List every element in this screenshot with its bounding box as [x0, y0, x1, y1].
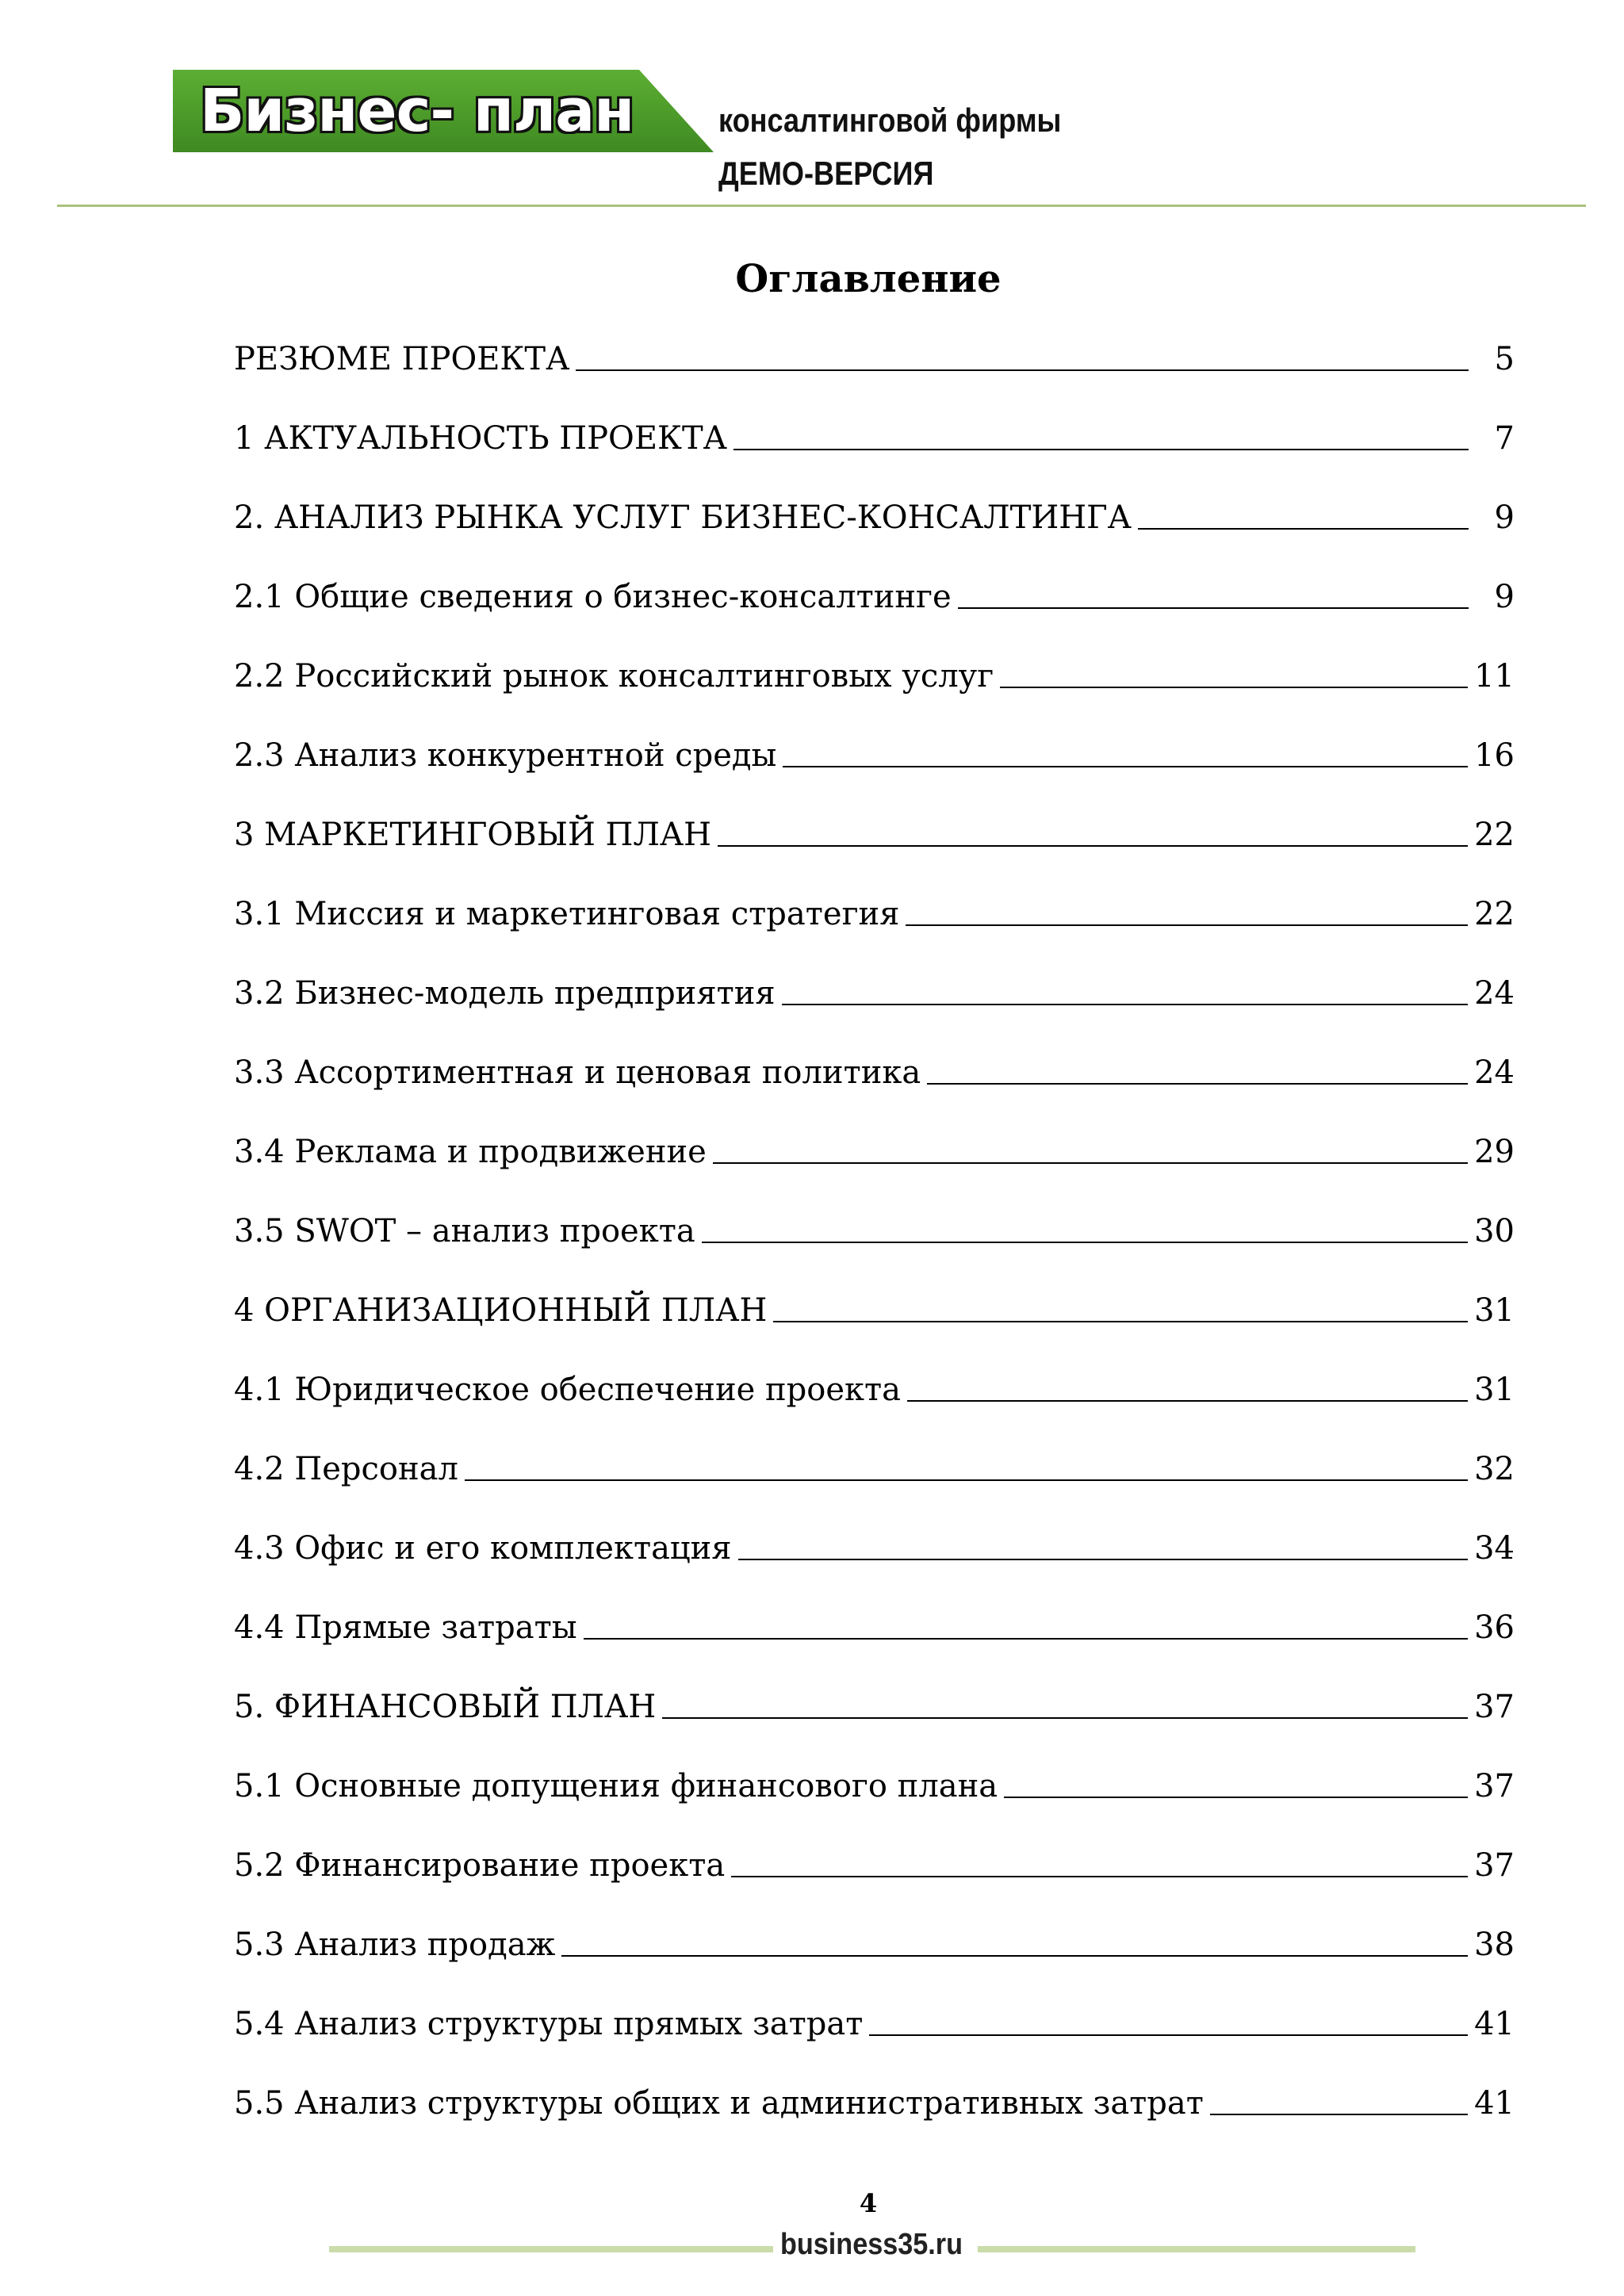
demo-label: ДЕМО-ВЕРСИЯ [718, 155, 934, 192]
toc-entry-page: 37 [1474, 1768, 1515, 1804]
toc-entry[interactable] [234, 1847, 1515, 1927]
toc-entry-page: 41 [1474, 2085, 1515, 2122]
toc-leader-line [662, 1717, 1468, 1719]
toc-entry-label: 3.1 Миссия и маркетинговая стратегия [234, 896, 900, 932]
toc-entry-page: 16 [1474, 737, 1515, 774]
toc-leader-line [576, 369, 1469, 371]
toc-leader-line [702, 1242, 1468, 1243]
toc-entry[interactable] [234, 1609, 1515, 1689]
toc-leader-line [783, 766, 1468, 767]
toc-entry-page: 41 [1474, 2006, 1515, 2042]
toc-entry-label: 5.2 Финансирование проекта [234, 1847, 726, 1884]
toc-entry[interactable] [234, 1530, 1515, 1609]
toc-leader-line [869, 2034, 1468, 2036]
toc-entry-label: 3 МАРКЕТИНГОВЫЙ ПЛАН [234, 817, 711, 853]
toc-entry[interactable] [234, 1689, 1515, 1768]
page-number: 4 [859, 2188, 878, 2218]
toc-entry-page: 5 [1494, 341, 1515, 377]
toc-entry-label: 5.4 Анализ структуры прямых затрат [234, 2006, 864, 2042]
toc-leader-line [782, 1004, 1468, 1005]
toc-entry-label: 5.1 Основные допущения финансового плана [234, 1768, 998, 1804]
toc-entry[interactable] [234, 499, 1515, 579]
footer-site-link[interactable]: business35.ru [780, 2228, 963, 2261]
toc-entry-page: 31 [1474, 1372, 1515, 1408]
toc-entry[interactable] [234, 420, 1515, 499]
toc-entry-label: 4.2 Персонал [234, 1451, 458, 1487]
toc-entry[interactable] [234, 1768, 1515, 1847]
toc-leader-line [773, 1321, 1468, 1322]
footer-rule-left [329, 2246, 773, 2252]
toc-leader-line [1000, 687, 1468, 688]
toc-entry[interactable] [234, 1372, 1515, 1451]
toc-entry-page: 31 [1474, 1292, 1515, 1329]
toc-entry-label: 3.4 Реклама и продвижение [234, 1134, 707, 1170]
toc-leader-line [465, 1479, 1468, 1481]
toc-entry[interactable] [234, 1451, 1515, 1530]
toc-entry-page: 38 [1474, 1927, 1515, 1963]
toc-entry-label: 4.3 Офис и его комплектация [234, 1530, 732, 1567]
toc-entry-page: 37 [1474, 1689, 1515, 1725]
header-subtitle: консалтинговой фирмы [718, 101, 1062, 139]
toc-entry-label: 3.2 Бизнес-модель предприятия [234, 975, 776, 1012]
toc-leader-line [1138, 528, 1469, 530]
toc-entry-label: 3.3 Ассортиментная и ценовая политика [234, 1054, 921, 1091]
toc-entry-label: 5.3 Анализ продаж [234, 1927, 556, 1963]
toc-leader-line [907, 1400, 1468, 1402]
toc-entry-label: 3.5 SWOT – анализ проекта [234, 1213, 695, 1249]
toc-entry[interactable] [234, 896, 1515, 975]
toc-entry-page: 22 [1474, 896, 1515, 932]
toc-entry[interactable] [234, 817, 1515, 896]
toc-entry[interactable] [234, 658, 1515, 737]
toc-entry-label: 2.1 Общие сведения о бизнес-консалтинге [234, 579, 952, 615]
logo-text: Бизнес- план [200, 77, 634, 145]
toc-title: Оглавление [735, 257, 1002, 301]
toc-entry-label: 5. ФИНАНСОВЫЙ ПЛАН [234, 1689, 657, 1725]
toc-leader-line [1210, 2114, 1468, 2115]
toc-leader-line [738, 1559, 1469, 1560]
toc-entry-label: 5.5 Анализ структуры общих и административных затрат [234, 2085, 1204, 2122]
toc-leader-line [1004, 1797, 1468, 1798]
toc-entry-label: РЕЗЮМЕ ПРОЕКТА [234, 341, 570, 377]
toc-entry-page: 22 [1474, 817, 1515, 853]
toc-entry-page: 29 [1474, 1134, 1515, 1170]
toc-leader-line [731, 1876, 1468, 1877]
toc-entry-label: 2.2 Российский рынок консалтинговых услуг [234, 658, 994, 695]
toc-leader-line [906, 924, 1468, 926]
toc-entry-label: 4.4 Прямые затраты [234, 1609, 577, 1646]
toc-entry-label: 4 ОРГАНИЗАЦИОННЫЙ ПЛАН [234, 1292, 768, 1329]
toc-entry[interactable] [234, 341, 1515, 420]
toc-entry[interactable] [234, 579, 1515, 658]
toc-entry-page: 34 [1474, 1530, 1515, 1567]
toc-leader-line [561, 1955, 1468, 1957]
toc-entry[interactable] [234, 1927, 1515, 2006]
toc-leader-line [713, 1162, 1468, 1164]
toc-entry[interactable] [234, 2085, 1515, 2164]
toc-entry[interactable] [234, 1292, 1515, 1372]
toc-entry-page: 37 [1474, 1847, 1515, 1884]
toc-entry-page: 36 [1474, 1609, 1515, 1646]
toc-leader-line [718, 845, 1468, 847]
toc-entry[interactable] [234, 1134, 1515, 1213]
toc-leader-line [958, 607, 1469, 609]
footer-rule-right [978, 2246, 1415, 2252]
toc-entry[interactable] [234, 975, 1515, 1054]
toc-entry-page: 24 [1474, 975, 1515, 1012]
toc-leader-line [733, 449, 1469, 450]
toc-list [234, 341, 1515, 2164]
toc-entry-page: 24 [1474, 1054, 1515, 1091]
toc-entry-page: 7 [1494, 420, 1515, 457]
toc-entry[interactable] [234, 737, 1515, 817]
toc-entry-label: 2.3 Анализ конкурентной среды [234, 737, 777, 774]
toc-entry-label: 1 АКТУАЛЬНОСТЬ ПРОЕКТА [234, 420, 727, 457]
logo-banner [173, 70, 714, 152]
toc-entry-page: 9 [1494, 579, 1515, 615]
toc-leader-line [584, 1638, 1468, 1640]
toc-entry[interactable] [234, 1213, 1515, 1292]
toc-entry-label: 4.1 Юридическое обеспечение проекта [234, 1372, 901, 1408]
toc-entry[interactable] [234, 1054, 1515, 1134]
toc-entry-page: 30 [1474, 1213, 1515, 1249]
toc-entry-label: 2. АНАЛИЗ РЫНКА УСЛУГ БИЗНЕС-КОНСАЛТИНГА [234, 499, 1132, 536]
toc-entry-page: 32 [1474, 1451, 1515, 1487]
toc-leader-line [927, 1083, 1468, 1085]
toc-entry-page: 9 [1494, 499, 1515, 536]
toc-entry-page: 11 [1474, 658, 1515, 695]
header-divider [57, 205, 1586, 207]
toc-entry[interactable] [234, 2006, 1515, 2085]
